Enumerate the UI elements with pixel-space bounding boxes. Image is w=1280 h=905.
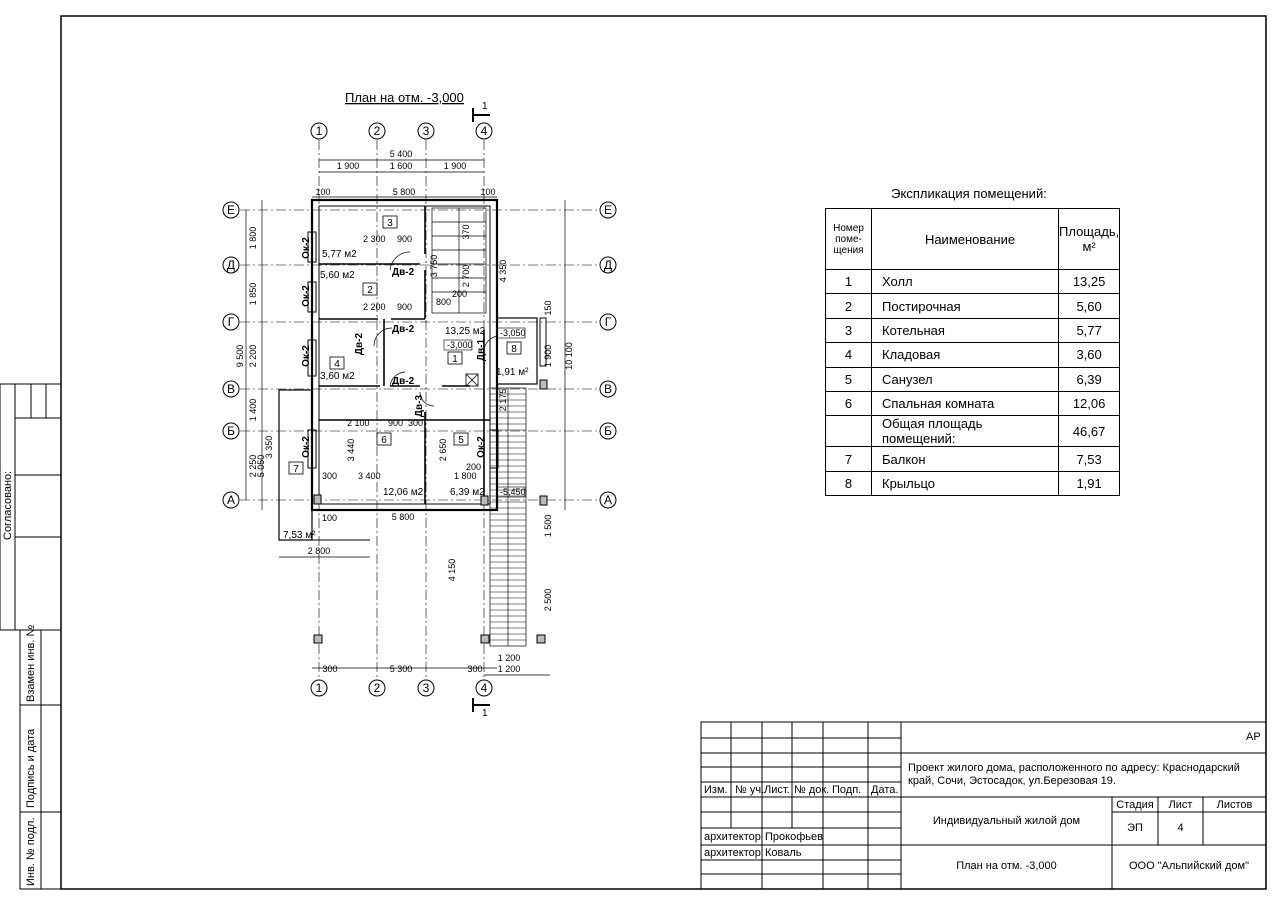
row-name: Холл: [872, 270, 1059, 294]
tb-col-list: Лист.: [764, 784, 790, 796]
dim-misc-200b: 200: [452, 289, 468, 299]
row-area: 12,06: [1059, 391, 1120, 415]
dim-bottom2-2: 1 200: [497, 664, 521, 674]
dim-misc-12: 300: [322, 471, 338, 481]
row-name: Котельная: [872, 318, 1059, 342]
axis-right-D: Д: [603, 258, 613, 272]
dim-left-5: 2 250: [248, 454, 258, 478]
table-row: [826, 270, 1120, 294]
row-num: 2: [826, 294, 872, 318]
row-area: 13,25: [1059, 270, 1120, 294]
room-number-6: 6: [381, 435, 387, 446]
door-dv2-4: Дв-2: [392, 376, 415, 387]
axis-top-4: 4: [480, 124, 488, 138]
tb-stage: ЭП: [1127, 822, 1143, 834]
dim-right-total: 10 100: [564, 342, 574, 370]
dim-top-total: 5 400: [389, 149, 413, 159]
tb-company: ООО "Альпийский дом": [1128, 860, 1250, 872]
dim-bottom-3: 300: [467, 664, 483, 674]
tb-sheet-label: Лист: [1168, 799, 1193, 811]
tb-project: Проект жилого дома, расположенного по адресу: Краснодарский край, Сочи, Эстосадок, ул.Березовая 19.: [908, 762, 1240, 787]
axis-left-G: Г: [227, 315, 235, 329]
level-hall: -3,000: [447, 340, 473, 350]
dim-bottom-inner: 5 800: [391, 512, 415, 522]
room-number-1: 1: [452, 354, 458, 365]
dim-misc-4: 900: [397, 302, 413, 312]
dim-misc-18: 2 700: [461, 264, 471, 288]
dim-bottom-1: 300: [322, 664, 338, 674]
row-name: Спальная комната: [872, 391, 1059, 415]
explication-title: Экспликация помещений:: [891, 186, 1047, 201]
explication-table: [825, 208, 1120, 496]
row-name: Крыльцо: [872, 471, 1059, 495]
row-name: Балкон: [872, 447, 1059, 471]
stamp-inv-orig: Инв. № подл.: [25, 817, 37, 886]
tb-col-izm: Изм.: [704, 784, 728, 796]
table-row: [826, 343, 1120, 367]
tb-stage-label: Стадия: [1116, 799, 1154, 811]
dim-misc-13: 300: [408, 418, 424, 428]
dim-misc-25: 1 900: [543, 344, 553, 368]
room-number-8: 8: [511, 344, 517, 355]
tb-col-uch: № уч.: [735, 784, 765, 796]
axis-left-A: А: [226, 493, 236, 507]
room-number-7: 7: [293, 464, 299, 475]
tb-role-1: архитектор: [704, 831, 761, 843]
dim-misc-17: 3 750: [429, 254, 439, 278]
table-row: [826, 471, 1120, 495]
axis-right-V: В: [603, 382, 613, 396]
dim-right-inner: 4 350: [498, 259, 508, 283]
dim-misc-10: 2 650: [438, 438, 448, 462]
row-num: 7: [826, 447, 872, 471]
row-num: 6: [826, 391, 872, 415]
axis-left-E: Е: [226, 203, 236, 217]
dim-left-2: 1 850: [248, 282, 258, 306]
tb-sheet-title: План на отм. -3,000: [956, 860, 1057, 872]
tb-name-1: Прокофьев: [765, 831, 823, 843]
window-ok2-1: Ок-2: [301, 237, 312, 259]
dim-left-4: 1 400: [248, 398, 258, 422]
window-ok2-4: Ок-2: [301, 436, 312, 458]
dim-misc-5: 2 100: [347, 418, 370, 428]
dim-misc-23: 1 500: [543, 514, 553, 538]
stamp-agreed: Согласовано:: [2, 470, 14, 540]
dim-misc-7: 3 400: [358, 471, 381, 481]
dim-misc-19: 800: [436, 297, 452, 307]
dim-misc-11: 100: [322, 513, 338, 523]
dim-misc-20: 2 175: [498, 388, 508, 412]
axis-left-B: Б: [227, 424, 235, 438]
tb-building: Индивидуальный жилой дом: [932, 815, 1081, 827]
tb-col-date: Дата.: [871, 784, 899, 796]
room-area-5: 6,39 м2: [450, 487, 485, 498]
header-area: Площадь, м²: [1059, 209, 1120, 270]
section-mark-bottom: 1: [482, 708, 488, 719]
plan-title: План на отм. -3,000: [345, 90, 464, 105]
dim-misc-22: 5 050: [256, 454, 266, 478]
row-num: 8: [826, 471, 872, 495]
row-name: Санузел: [872, 367, 1059, 391]
row-name: Кладовая: [872, 343, 1059, 367]
level-porch: -3,050: [500, 328, 526, 338]
tb-col-podp: Подп.: [832, 784, 862, 796]
row-area: 46,67: [1059, 416, 1120, 447]
room-number-4: 4: [334, 359, 340, 370]
level-bottom: -5,450: [500, 487, 526, 497]
row-area: 3,60: [1059, 343, 1120, 367]
door-dv2-2: Дв-2: [392, 324, 415, 335]
header-number: Номер поме- щения: [826, 209, 872, 270]
row-num: 5: [826, 367, 872, 391]
axis-top-1: 1: [315, 124, 323, 138]
table-row: [826, 367, 1120, 391]
table-row: [826, 447, 1120, 471]
room-area-8: 1,91 м²: [496, 367, 529, 378]
room-number-5: 5: [458, 435, 464, 446]
axis-right-B: Б: [604, 424, 612, 438]
room-area-4: 3,60 м2: [320, 371, 355, 382]
stamp-sign-date: Подпись и дата: [25, 728, 37, 808]
dim-misc-9: 3 440: [346, 438, 356, 462]
row-num: [826, 416, 872, 447]
stamp-replace-inv: Взамен инв. №: [25, 624, 37, 702]
window-ok2-3: Ок-2: [301, 345, 312, 367]
room-number-2: 2: [367, 285, 373, 296]
axis-bottom-4: 4: [480, 681, 488, 695]
door-dv2-1: Дв-2: [392, 267, 415, 278]
axis-right-A: А: [603, 493, 613, 507]
table-row: [826, 294, 1120, 318]
window-ok2-5: Ок-2: [476, 436, 487, 458]
dim-misc-1: 2 300: [363, 234, 386, 244]
room-area-1: 13,25 м2: [445, 326, 486, 337]
row-area: 1,91: [1059, 471, 1120, 495]
axis-top-3: 3: [422, 124, 430, 138]
row-area: 7,53: [1059, 447, 1120, 471]
dim-inner-2: 5 800: [392, 187, 416, 197]
dim-misc-26: 150: [543, 300, 553, 316]
tb-sheet: 4: [1177, 822, 1184, 834]
tb-name-2: Коваль: [765, 847, 802, 859]
axis-left-V: В: [226, 382, 236, 396]
row-num: 3: [826, 318, 872, 342]
section-mark-top: 1: [482, 101, 488, 112]
axis-bottom-1: 1: [315, 681, 323, 695]
dim-top-1: 1 900: [336, 161, 360, 171]
explication-header-row: [826, 209, 1120, 270]
table-row-total: [826, 416, 1120, 447]
room-area-2: 5,60 м2: [320, 270, 355, 281]
dim-balcony-w: 2 800: [307, 546, 331, 556]
dim-inner-1: 100: [315, 187, 331, 197]
dim-left-3: 2 200: [248, 344, 258, 368]
dim-bottom2-1: 1 200: [497, 653, 521, 663]
dim-left-1: 1 800: [248, 226, 258, 250]
row-area: 5,77: [1059, 318, 1120, 342]
dim-misc-24: 2 500: [543, 588, 553, 612]
dim-misc-3: 2 200: [363, 302, 386, 312]
tb-sheets-label: Листов: [1216, 799, 1253, 811]
axis-bottom-2: 2: [373, 681, 381, 695]
dim-misc-8: 1 800: [454, 471, 477, 481]
dim-misc-6: 900: [388, 418, 404, 428]
window-ok2-2: Ок-2: [301, 285, 312, 307]
row-num: 4: [826, 343, 872, 367]
tb-role-2: архитектор: [704, 847, 761, 859]
row-num: 1: [826, 270, 872, 294]
row-name: Общая площадь помещений:: [872, 416, 1059, 447]
dim-top-3: 1 900: [443, 161, 467, 171]
table-row: [826, 391, 1120, 415]
door-dv2-3: Дв-2: [354, 332, 365, 356]
axis-left-D: Д: [226, 258, 236, 272]
room-area-6: 12,06 м2: [383, 487, 424, 498]
axis-right-G: Г: [604, 315, 612, 329]
door-dv1: Дв-1: [476, 338, 487, 362]
room-number-3: 3: [387, 218, 393, 229]
room-area-7: 7,53 м²: [283, 530, 316, 541]
table-row: [826, 318, 1120, 342]
axis-right-E: Е: [603, 203, 613, 217]
room-area-3: 5,77 м2: [322, 249, 357, 260]
dim-left-total: 9 500: [235, 344, 245, 368]
door-dv3: Дв-3: [414, 394, 425, 418]
dim-bottom-2: 5 300: [389, 664, 413, 674]
dim-misc-14: 370: [461, 224, 471, 240]
row-area: 5,60: [1059, 294, 1120, 318]
row-area: 6,39: [1059, 367, 1120, 391]
axis-top-2: 2: [373, 124, 381, 138]
axis-bottom-3: 3: [422, 681, 430, 695]
header-name: Наименование: [872, 209, 1059, 270]
dim-stair-len: 4 150: [447, 558, 457, 582]
row-name: Постирочная: [872, 294, 1059, 318]
dim-top-2: 1 600: [389, 161, 413, 171]
dim-inner-3: 100: [480, 187, 496, 197]
dim-misc-2: 900: [397, 234, 413, 244]
dim-misc-21: 3 350: [264, 435, 274, 459]
tb-col-doc: № док.: [794, 784, 830, 796]
tb-code: АР: [1246, 731, 1261, 743]
dim-misc-200: 200: [466, 462, 482, 472]
